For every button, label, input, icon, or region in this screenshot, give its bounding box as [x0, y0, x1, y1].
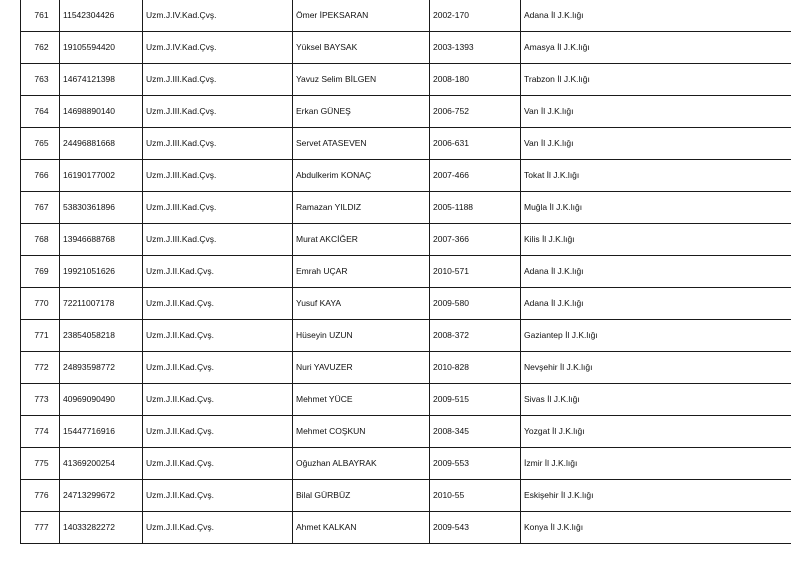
- id-number: 24713299672: [60, 480, 143, 512]
- assigned-unit: Gaziantep İl J.K.lığı: [521, 320, 791, 352]
- registry-number: 2009-580: [430, 288, 521, 320]
- rank: Uzm.J.II.Kad.Çvş.: [143, 256, 293, 288]
- full-name: Yavuz Selim BİLGEN: [293, 64, 430, 96]
- id-number: 11542304426: [60, 0, 143, 32]
- registry-number: 2007-466: [430, 160, 521, 192]
- id-number: 72211007178: [60, 288, 143, 320]
- rank: Uzm.J.II.Kad.Çvş.: [143, 512, 293, 544]
- row-number: 777: [21, 512, 60, 544]
- table-row: [21, 96, 791, 128]
- full-name: Yusuf KAYA: [293, 288, 430, 320]
- assigned-unit: Trabzon İl J.K.lığı: [521, 64, 791, 96]
- id-number: 14698890140: [60, 96, 143, 128]
- registry-number: 2002-170: [430, 0, 521, 32]
- rank: Uzm.J.II.Kad.Çvş.: [143, 416, 293, 448]
- row-number: 774: [21, 416, 60, 448]
- id-number: 24893598772: [60, 352, 143, 384]
- id-number: 24496881668: [60, 128, 143, 160]
- assigned-unit: Konya İl J.K.lığı: [521, 512, 791, 544]
- table-row: [21, 288, 791, 320]
- registry-number: 2008-180: [430, 64, 521, 96]
- row-number: 762: [21, 32, 60, 64]
- id-number: 19105594420: [60, 32, 143, 64]
- id-number: 13946688768: [60, 224, 143, 256]
- table-row: [21, 192, 791, 224]
- id-number: 40969090490: [60, 384, 143, 416]
- full-name: Hüseyin UZUN: [293, 320, 430, 352]
- registry-number: 2008-372: [430, 320, 521, 352]
- registry-number: 2008-345: [430, 416, 521, 448]
- registry-number: 2010-828: [430, 352, 521, 384]
- row-number: 769: [21, 256, 60, 288]
- rank: Uzm.J.II.Kad.Çvş.: [143, 320, 293, 352]
- row-number: 771: [21, 320, 60, 352]
- rank: Uzm.J.II.Kad.Çvş.: [143, 288, 293, 320]
- full-name: Nuri YAVUZER: [293, 352, 430, 384]
- full-name: Yüksel BAYSAK: [293, 32, 430, 64]
- id-number: 23854058218: [60, 320, 143, 352]
- rank: Uzm.J.IV.Kad.Çvş.: [143, 32, 293, 64]
- assigned-unit: İzmir İl J.K.lığı: [521, 448, 791, 480]
- registry-number: 2009-553: [430, 448, 521, 480]
- table-row: [21, 480, 791, 512]
- table-row: [21, 160, 791, 192]
- assigned-unit: Van İl J.K.lığı: [521, 96, 791, 128]
- id-number: 14033282272: [60, 512, 143, 544]
- rank: Uzm.J.III.Kad.Çvş.: [143, 224, 293, 256]
- rank: Uzm.J.III.Kad.Çvş.: [143, 96, 293, 128]
- full-name: Ramazan YILDIZ: [293, 192, 430, 224]
- row-number: 773: [21, 384, 60, 416]
- assigned-unit: Adana İl J.K.lığı: [521, 288, 791, 320]
- assigned-unit: Muğla İl J.K.lığı: [521, 192, 791, 224]
- id-number: 14674121398: [60, 64, 143, 96]
- registry-number: 2003-1393: [430, 32, 521, 64]
- row-number: 765: [21, 128, 60, 160]
- assigned-unit: Van İl J.K.lığı: [521, 128, 791, 160]
- table-row: [21, 416, 791, 448]
- assigned-unit: Adana İl J.K.lığı: [521, 0, 791, 32]
- table-row: [21, 448, 791, 480]
- row-number: 772: [21, 352, 60, 384]
- full-name: Bilal GÜRBÜZ: [293, 480, 430, 512]
- assigned-unit: Sivas İl J.K.lığı: [521, 384, 791, 416]
- full-name: Oğuzhan ALBAYRAK: [293, 448, 430, 480]
- registry-number: 2010-55: [430, 480, 521, 512]
- id-number: 19921051626: [60, 256, 143, 288]
- id-number: 15447716916: [60, 416, 143, 448]
- full-name: Ahmet KALKAN: [293, 512, 430, 544]
- rank: Uzm.J.III.Kad.Çvş.: [143, 160, 293, 192]
- full-name: Ömer İPEKSARAN: [293, 0, 430, 32]
- row-number: 761: [21, 0, 60, 32]
- full-name: Abdulkerim KONAÇ: [293, 160, 430, 192]
- row-number: 770: [21, 288, 60, 320]
- assigned-unit: Tokat İl J.K.lığı: [521, 160, 791, 192]
- full-name: Erkan GÜNEŞ: [293, 96, 430, 128]
- row-number: 764: [21, 96, 60, 128]
- rank: Uzm.J.II.Kad.Çvş.: [143, 352, 293, 384]
- rank: Uzm.J.III.Kad.Çvş.: [143, 64, 293, 96]
- assigned-unit: Yozgat İl J.K.lığı: [521, 416, 791, 448]
- table-row: [21, 224, 791, 256]
- full-name: Mehmet COŞKUN: [293, 416, 430, 448]
- assigned-unit: Eskişehir İl J.K.lığı: [521, 480, 791, 512]
- table-row: [21, 384, 791, 416]
- registry-number: 2006-752: [430, 96, 521, 128]
- table-row: [21, 64, 791, 96]
- full-name: Servet ATASEVEN: [293, 128, 430, 160]
- row-number: 766: [21, 160, 60, 192]
- rank: Uzm.J.IV.Kad.Çvş.: [143, 0, 293, 32]
- table-row: [21, 256, 791, 288]
- registry-number: 2007-366: [430, 224, 521, 256]
- row-number: 768: [21, 224, 60, 256]
- assigned-unit: Nevşehir İl J.K.lığı: [521, 352, 791, 384]
- id-number: 16190177002: [60, 160, 143, 192]
- personnel-table-body: [21, 0, 791, 544]
- id-number: 53830361896: [60, 192, 143, 224]
- row-number: 776: [21, 480, 60, 512]
- table-row: [21, 32, 791, 64]
- registry-number: 2006-631: [430, 128, 521, 160]
- row-number: 775: [21, 448, 60, 480]
- full-name: Murat AKCİĞER: [293, 224, 430, 256]
- full-name: Mehmet YÜCE: [293, 384, 430, 416]
- registry-number: 2005-1188: [430, 192, 521, 224]
- table-row: [21, 512, 791, 544]
- rank: Uzm.J.III.Kad.Çvş.: [143, 128, 293, 160]
- rank: Uzm.J.II.Kad.Çvş.: [143, 448, 293, 480]
- rank: Uzm.J.II.Kad.Çvş.: [143, 384, 293, 416]
- assigned-unit: Kilis İl J.K.lığı: [521, 224, 791, 256]
- registry-number: 2009-515: [430, 384, 521, 416]
- full-name: Emrah UÇAR: [293, 256, 430, 288]
- table-row: [21, 128, 791, 160]
- assigned-unit: Adana İl J.K.lığı: [521, 256, 791, 288]
- rank: Uzm.J.II.Kad.Çvş.: [143, 480, 293, 512]
- rank: Uzm.J.III.Kad.Çvş.: [143, 192, 293, 224]
- assigned-unit: Amasya İl J.K.lığı: [521, 32, 791, 64]
- id-number: 41369200254: [60, 448, 143, 480]
- table-row: [21, 320, 791, 352]
- table-row: [21, 352, 791, 384]
- table-row: [21, 0, 791, 32]
- row-number: 763: [21, 64, 60, 96]
- row-number: 767: [21, 192, 60, 224]
- personnel-table: [20, 0, 791, 544]
- registry-number: 2009-543: [430, 512, 521, 544]
- registry-number: 2010-571: [430, 256, 521, 288]
